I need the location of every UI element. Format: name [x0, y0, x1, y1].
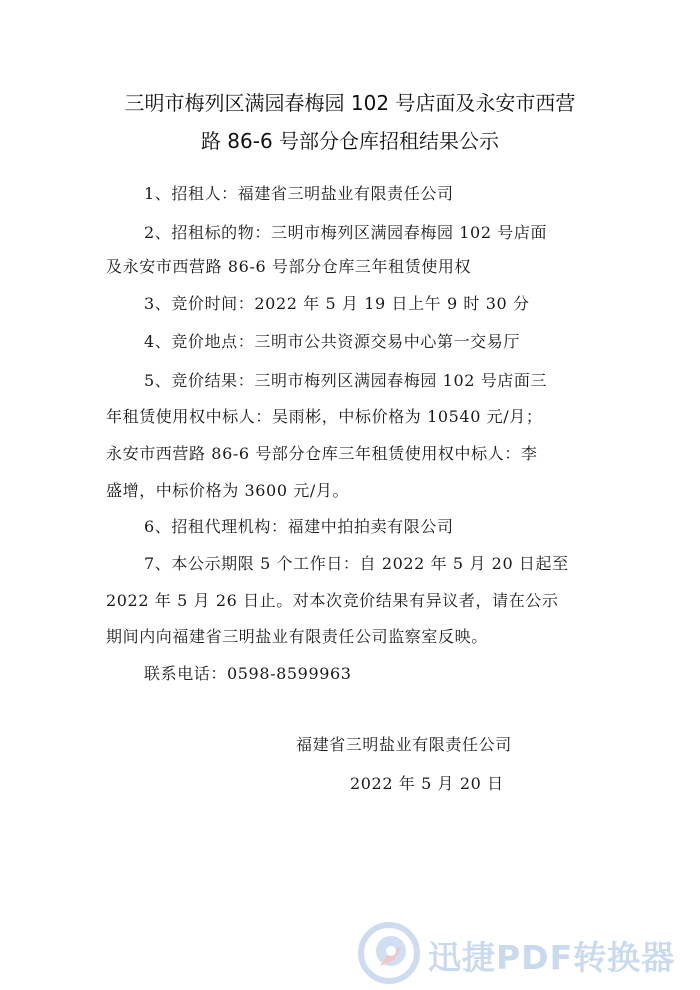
- pdf-converter-logo-icon: [358, 922, 420, 984]
- notice-title-line-1: 三明市梅列区满园春梅园 102 号店面及永安市西营: [124, 91, 576, 115]
- item-subject-line-1: 2、招租标的物：三明市梅列区满园春梅园 102 号店面: [144, 223, 548, 242]
- item-result-line-3: 永安市西营路 86-6 号部分仓库三年租赁使用权中标人：李: [106, 444, 538, 463]
- item-agency: 6、招租代理机构：福建中拍拍卖有限公司: [144, 517, 454, 536]
- item-period-line-3: 期间内向福建省三明盐业有限责任公司监察室反映。: [106, 627, 488, 646]
- item-bid-place: 4、竞价地点：三明市公共资源交易中心第一交易厅: [144, 332, 520, 351]
- signature-org: 福建省三明盐业有限责任公司: [296, 735, 512, 754]
- item-tenderer: 1、招租人：福建省三明盐业有限责任公司: [144, 184, 454, 203]
- watermark: [358, 920, 694, 984]
- item-result-line-2: 年租赁使用权中标人：吴雨彬，中标价格为 10540 元/月；: [106, 407, 543, 426]
- item-result-line-1: 5、竞价结果：三明市梅列区满园春梅园 102 号店面三: [144, 371, 548, 390]
- notice-title-line-2: 路 86-6 号部分仓库招租结果公示: [200, 129, 500, 153]
- item-result-line-4: 盛增，中标价格为 3600 元/月。: [106, 481, 350, 500]
- item-period-line-2: 2022 年 5 月 26 日止。对本次竞价结果有异议者，请在公示: [106, 591, 559, 610]
- item-subject-line-2: 及永安市西营路 86-6 号部分仓库三年租赁使用权: [106, 257, 472, 276]
- item-bid-time: 3、竞价时间：2022 年 5 月 19 日上午 9 时 30 分: [144, 294, 530, 313]
- item-period-line-1: 7、本公示期限 5 个工作日：自 2022 年 5 月 20 日起至: [144, 554, 569, 573]
- contact-phone: 联系电话：0598-8599963: [144, 664, 352, 683]
- watermark-text: 迅捷PDF转换器: [428, 938, 676, 977]
- signature-date: 2022 年 5 月 20 日: [350, 774, 504, 793]
